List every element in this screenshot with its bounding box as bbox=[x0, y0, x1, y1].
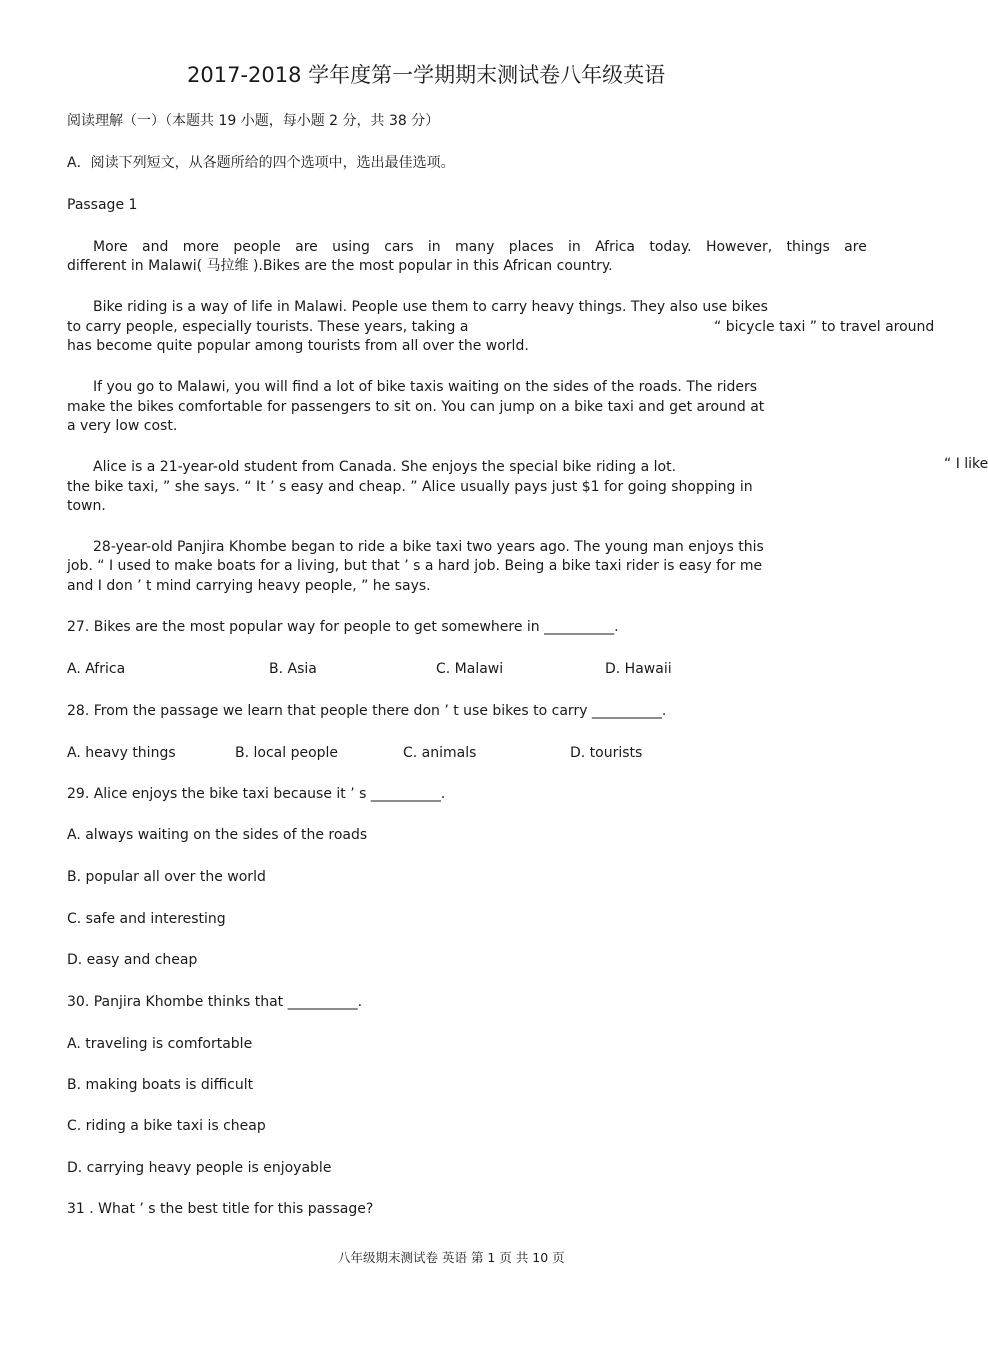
question-30-option-d: D. carrying heavy people is enjoyable bbox=[67, 1160, 332, 1176]
word: today. bbox=[649, 239, 692, 255]
question-31-stem: 31 . What ’ s the best title for this passage? bbox=[67, 1201, 374, 1217]
question-27-option-b: B. Asia bbox=[269, 661, 317, 677]
paragraph-2-line-1: Bike riding is a way of life in Malawi. People use them to carry heavy things. They also use bikes bbox=[93, 299, 768, 315]
paragraph-2-line-2: to carry people, especially tourists. These years, taking a bbox=[67, 319, 469, 335]
question-27-option-d: D. Hawaii bbox=[605, 661, 672, 677]
word: people bbox=[233, 239, 281, 255]
paragraph-1-line-1 bbox=[93, 238, 867, 257]
question-27-option-a: A. Africa bbox=[67, 661, 126, 677]
paragraph-4-line-3: town. bbox=[67, 498, 106, 514]
question-30-option-b: B. making boats is difficult bbox=[67, 1077, 254, 1093]
paragraph-5-line-1: 28-year-old Panjira Khombe began to ride a bike taxi two years ago. The young man enjoys this bbox=[93, 539, 764, 555]
paragraph-5-line-2: job. “ I used to make boats for a living, but that ’ s a hard job. Being a bike taxi rider is easy for me bbox=[67, 558, 763, 574]
question-28-option-c: C. animals bbox=[403, 745, 477, 761]
question-28-option-a: A. heavy things bbox=[67, 745, 176, 761]
question-30-option-c: C. riding a bike taxi is cheap bbox=[67, 1118, 266, 1134]
question-30-stem: 30. Panjira Khombe thinks that __________. bbox=[67, 994, 363, 1010]
word: in bbox=[567, 239, 581, 255]
question-29-option-a: A. always waiting on the sides of the roads bbox=[67, 827, 368, 843]
question-29-option-c: C. safe and interesting bbox=[67, 911, 226, 927]
question-29-stem: 29. Alice enjoys the bike taxi because it ’ s __________. bbox=[67, 786, 446, 802]
paragraph-2-line-3: has become quite popular among tourists from all over the world. bbox=[67, 338, 529, 354]
word: places bbox=[508, 239, 554, 255]
question-28-option-d: D. tourists bbox=[570, 745, 643, 761]
question-29-option-d: D. easy and cheap bbox=[67, 952, 198, 968]
word: However, bbox=[705, 239, 773, 255]
question-29-option-b: B. popular all over the world bbox=[67, 869, 266, 885]
paragraph-5-line-3: and I don ’ t mind carrying heavy people, ” he says. bbox=[67, 578, 431, 594]
paragraph-1-line-2: different in Malawi( 马拉维 ).Bikes are the most popular in this African country. bbox=[67, 258, 613, 274]
word: More bbox=[93, 239, 128, 255]
word: more bbox=[182, 239, 219, 255]
word: are bbox=[295, 239, 318, 255]
page-title: 2017-2018 学年度第一学期期末测试卷八年级英语 bbox=[187, 63, 666, 87]
word: using bbox=[332, 239, 370, 255]
question-27-option-c: C. Malawi bbox=[436, 661, 504, 677]
passage-label: Passage 1 bbox=[67, 197, 138, 213]
word: many bbox=[454, 239, 495, 255]
word: things bbox=[786, 239, 830, 255]
paragraph-4-line-1: Alice is a 21-year-old student from Canada. She enjoys the special bike riding a lot. bbox=[93, 459, 677, 475]
question-28-stem: 28. From the passage we learn that people there don ’ t use bikes to carry __________. bbox=[67, 703, 667, 719]
paragraph-3-line-1: If you go to Malawi, you will find a lot of bike taxis waiting on the sides of the roads. The riders bbox=[93, 379, 758, 395]
question-28-option-b: B. local people bbox=[235, 745, 339, 761]
paragraph-4-line-2: the bike taxi, ” she says. “ It ’ s easy and cheap. ” Alice usually pays just $1 for going shopping in bbox=[67, 479, 753, 495]
word: and bbox=[142, 239, 169, 255]
section-heading: 阅读理解（一）（本题共 19 小题，每小题 2 分，共 38 分） bbox=[67, 113, 440, 129]
word: cars bbox=[384, 239, 414, 255]
question-30-option-a: A. traveling is comfortable bbox=[67, 1036, 253, 1052]
paragraph-3-line-3: a very low cost. bbox=[67, 418, 178, 434]
word: Africa bbox=[595, 239, 636, 255]
paragraph-2-line-2-right: “ bicycle taxi ” to travel around bbox=[714, 319, 935, 335]
paragraph-4-line-1-right: “ I like bbox=[944, 456, 988, 472]
word: in bbox=[427, 239, 441, 255]
word: are bbox=[844, 239, 867, 255]
question-27-stem: 27. Bikes are the most popular way for people to get somewhere in __________. bbox=[67, 619, 619, 635]
part-a-instruction: A．阅读下列短文，从各题所给的四个选项中，选出最佳选项。 bbox=[67, 155, 455, 171]
page-footer: 八年级期末测试卷 英语 第 1 页 共 10 页 bbox=[338, 1250, 565, 1265]
paragraph-3-line-2: make the bikes comfortable for passengers to sit on. You can jump on a bike taxi and get around at bbox=[67, 399, 765, 415]
